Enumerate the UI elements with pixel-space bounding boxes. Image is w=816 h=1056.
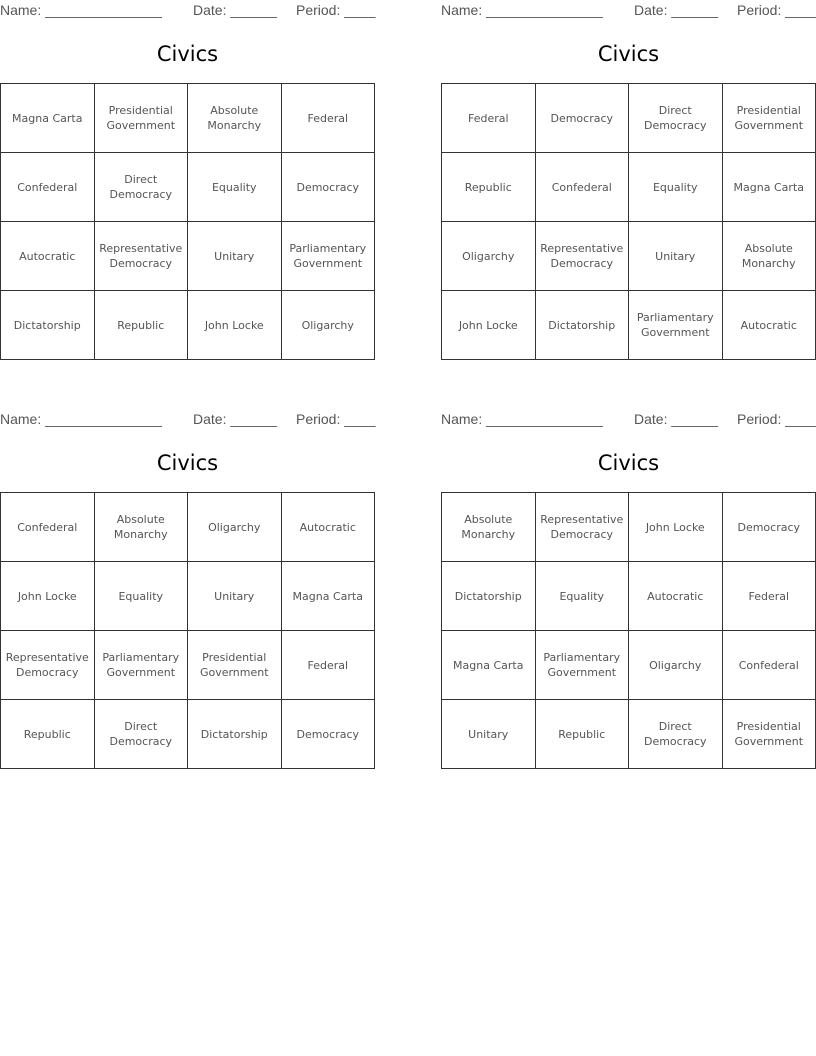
grid-cell: Parliamentary Government [629,291,723,360]
grid-cell: Unitary [188,562,282,631]
grid-cell: Representative Democracy [535,493,629,562]
grid-cell: Parliamentary Government [281,222,375,291]
grid-row [442,291,816,360]
grid-cell: Representative Democracy [94,222,188,291]
grid-cell: John Locke [442,291,536,360]
grid-cell: Magna Carta [281,562,375,631]
card-title: Civics [156,451,219,475]
grid-cell: Absolute Monarchy [188,84,282,153]
grid-cell: Autocratic [1,222,95,291]
grid-cell: Absolute Monarchy [94,493,188,562]
grid-cell: Confederal [535,153,629,222]
grid-cell: Equality [94,562,188,631]
grid-cell: Oligarchy [281,291,375,360]
grid-cell: Autocratic [722,291,816,360]
grid-cell: Democracy [281,153,375,222]
grid-cell: Representative Democracy [1,631,95,700]
grid-row [1,562,375,631]
bingo-grid [441,83,816,360]
grid-cell: Unitary [442,700,536,769]
date-field: Date: ______ [634,411,719,427]
grid-cell: Federal [281,631,375,700]
grid-cell: Republic [535,700,629,769]
grid-row [1,493,375,562]
card-title: Civics [156,42,219,66]
grid-cell: Parliamentary Government [94,631,188,700]
grid-row [1,222,375,291]
grid-cell: Unitary [629,222,723,291]
card-header [0,411,380,429]
grid-cell: Autocratic [629,562,723,631]
grid-row [442,631,816,700]
grid-cell: Presidential Government [188,631,282,700]
grid-cell: Absolute Monarchy [442,493,536,562]
grid-row [442,700,816,769]
bingo-grid [441,492,816,769]
grid-cell: John Locke [188,291,282,360]
grid-row [442,153,816,222]
card-title: Civics [597,451,660,475]
grid-cell: Federal [281,84,375,153]
bingo-grid [0,492,375,769]
grid-cell: Republic [94,291,188,360]
date-field: Date: ______ [634,2,719,18]
grid-cell: Representative Democracy [535,222,629,291]
grid-row [1,153,375,222]
grid-cell: Magna Carta [722,153,816,222]
grid-row [442,562,816,631]
grid-cell: Absolute Monarchy [722,222,816,291]
name-field: Name: _______________ [0,411,162,427]
grid-cell: Oligarchy [442,222,536,291]
grid-cell: Confederal [1,153,95,222]
grid-cell: John Locke [1,562,95,631]
grid-cell: Presidential Government [722,84,816,153]
grid-cell: Magna Carta [1,84,95,153]
date-field: Date: ______ [193,411,278,427]
grid-cell: Presidential Government [94,84,188,153]
period-field: Period: ____ [296,2,376,18]
grid-cell: Oligarchy [188,493,282,562]
period-field: Period: ____ [737,2,816,18]
grid-cell: Federal [722,562,816,631]
grid-cell: Dictatorship [535,291,629,360]
card-header [441,411,816,429]
name-field: Name: _______________ [0,2,162,18]
grid-cell: Direct Democracy [94,700,188,769]
name-field: Name: _______________ [441,411,603,427]
name-field: Name: _______________ [441,2,603,18]
grid-cell: Oligarchy [629,631,723,700]
grid-cell: Dictatorship [1,291,95,360]
grid-cell: Equality [188,153,282,222]
grid-cell: John Locke [629,493,723,562]
card-header [441,2,816,20]
period-field: Period: ____ [737,411,816,427]
grid-row [1,631,375,700]
grid-cell: Parliamentary Government [535,631,629,700]
grid-cell: Equality [535,562,629,631]
grid-cell: Confederal [722,631,816,700]
date-field: Date: ______ [193,2,278,18]
bingo-grid [0,83,375,360]
grid-cell: Direct Democracy [94,153,188,222]
grid-cell: Democracy [535,84,629,153]
grid-row [442,493,816,562]
grid-cell: Republic [442,153,536,222]
grid-cell: Direct Democracy [629,700,723,769]
period-field: Period: ____ [296,411,376,427]
grid-cell: Unitary [188,222,282,291]
grid-cell: Presidential Government [722,700,816,769]
card-title: Civics [597,42,660,66]
grid-cell: Democracy [281,700,375,769]
grid-row [442,222,816,291]
grid-cell: Republic [1,700,95,769]
grid-row [1,291,375,360]
grid-row [1,84,375,153]
grid-cell: Federal [442,84,536,153]
grid-cell: Dictatorship [442,562,536,631]
grid-cell: Equality [629,153,723,222]
grid-cell: Democracy [722,493,816,562]
grid-cell: Magna Carta [442,631,536,700]
grid-cell: Autocratic [281,493,375,562]
grid-cell: Direct Democracy [629,84,723,153]
card-header [0,2,380,20]
grid-cell: Dictatorship [188,700,282,769]
grid-cell: Confederal [1,493,95,562]
grid-row [442,84,816,153]
grid-row [1,700,375,769]
